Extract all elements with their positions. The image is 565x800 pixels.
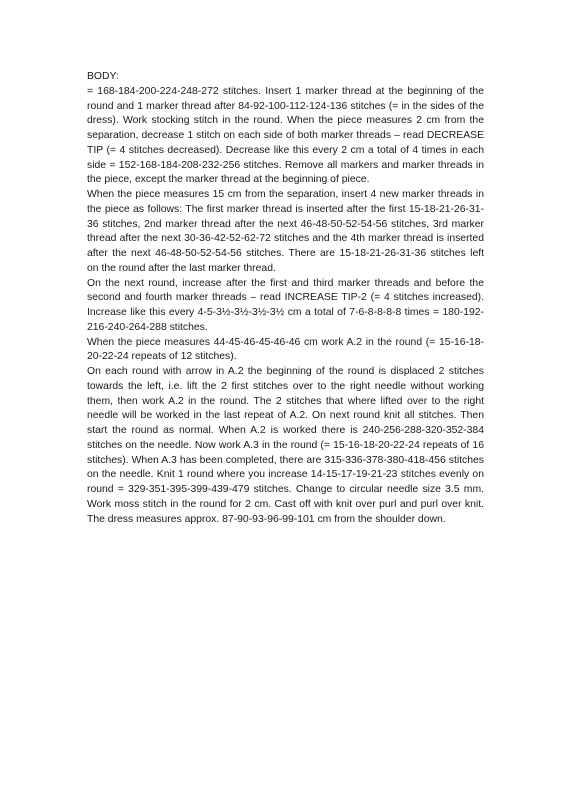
paragraph-work-a2: When the piece measures 44-45-46-45-46-46 cm work A.2 in the round (= 15-16-18-20-22-24 repeats of 12 stitches).	[87, 336, 484, 363]
section-heading: BODY:	[87, 71, 119, 82]
document-body	[87, 70, 484, 527]
paragraph-stitch-count: = 168-184-200-224-248-272 stitches. Insert 1 marker thread at the beginning of the round and 1 marker thread after 84-92-100-112-124-136 stitches (= in the sides of the dress). Work stocking stitch in the round. When the piece measures 2 cm from the separation, decrease 1 stitch on each side of both marker threads – read DECREASE TIP (= 4 stitches decreased). Decrease like this every 2 cm a total of 4 times in each side = 152-168-184-208-232-256 stitches. Remove all markers and marker threads in the piece, except the marker thread at the beginning of piece.	[87, 85, 484, 186]
paragraph-increase: On the next round, increase after the first and third marker threads and before the second and fourth marker threads – read INCREASE TIP-2 (= 4 stitches increased). Increase like this every 4-5-3½-3½-3½-3½ cm a total of 7-6-8-8-8-8 times = 180-192-216-240-264-288 stitches.	[87, 277, 484, 333]
paragraph-pattern-finish: On each round with arrow in A.2 the beginning of the round is displaced 2 stitches towards the left, i.e. lift the 2 first stitches over to the right needle without working them, then work A.2 in the round. The 2 stitches that where lifted over to the right needle will be worked in the last repeat of A.2. On next round knit all stitches. Then start the round as normal. When A.2 is worked there is 240-256-288-320-352-384 stitches on the needle. Now work A.3 in the round (= 15-16-18-20-22-24 repeats of 16 stitches). When A.3 has been completed, there are 315-336-378-380-418-456 stitches on the needle. Knit 1 round where you increase 14-15-17-19-21-23 stitches evenly on round = 329-351-395-399-439-479 stitches. Change to circular needle size 3.5 mm. Work moss stitch in the round for 2 cm. Cast off with knit over purl and purl over knit. The dress measures approx. 87-90-93-96-99-101 cm from the shoulder down.	[87, 366, 484, 525]
paragraph-marker-threads: When the piece measures 15 cm from the separation, insert 4 new marker threads in the piece as follows: The first marker thread is inserted after the first 15-18-21-26-31-36 stitches, 2nd marker thread after the next 46-48-50-52-54-56 stitches, 3rd marker thread after the next 30-36-42-52-62-72 stitches and the 4th marker thread is inserted after the next 46-48-50-52-54-56 stitches. There are 15-18-21-26-31-36 stitches left on the round after the last marker thread.	[87, 189, 484, 274]
